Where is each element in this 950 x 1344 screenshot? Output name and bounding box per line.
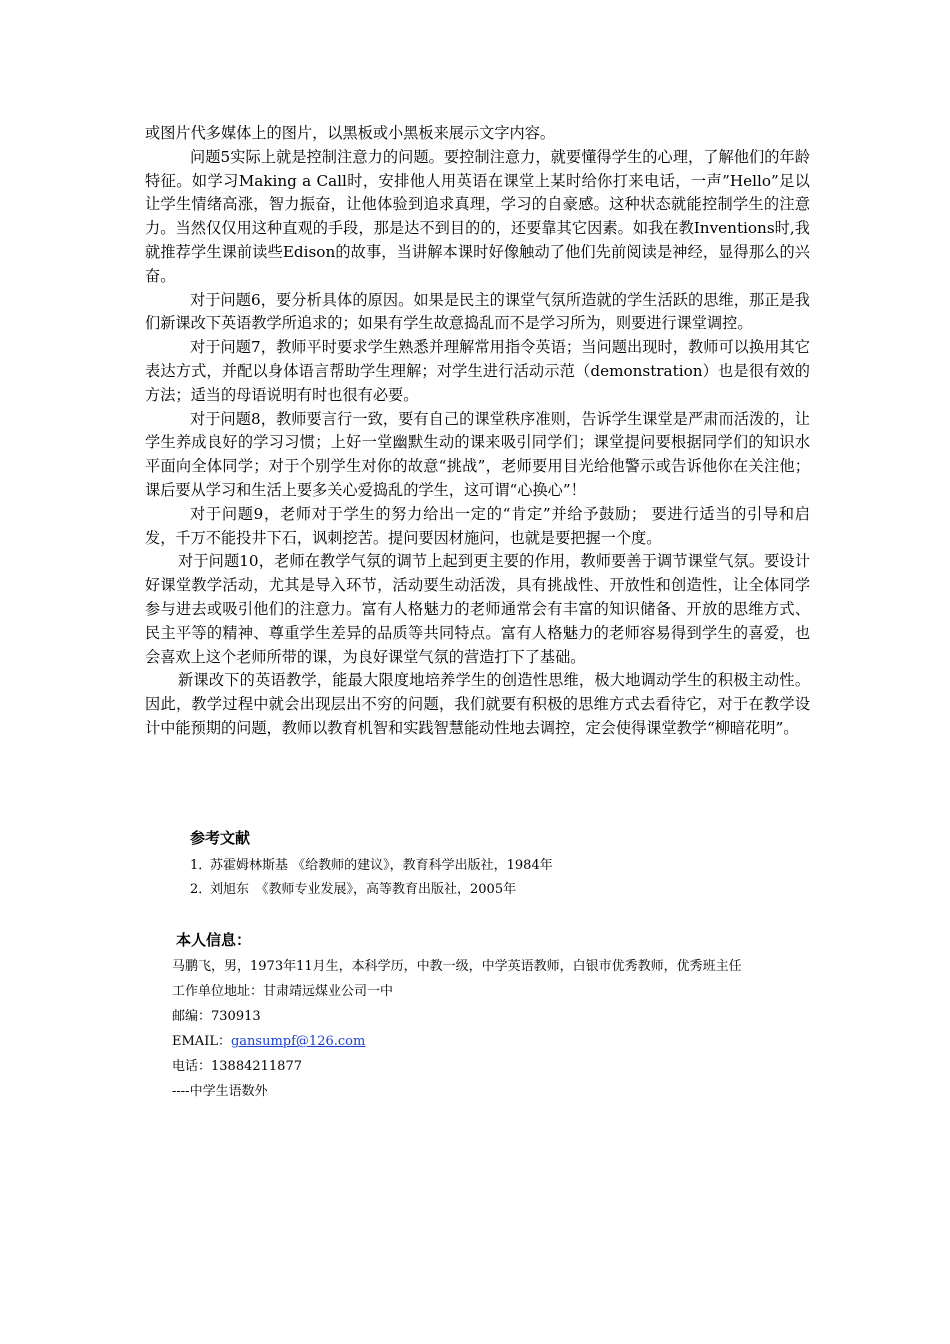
author-profile: 马鹏飞，男，1973年11月生，本科学历，中教一级，中学英语教师，白银市优秀教师，优秀班主任 (172, 959, 742, 974)
author-info-section (172, 928, 812, 1104)
paragraph-question-8: 对于问题8，教师要言行一致，要有自己的课堂秩序准则，告诉学生课堂是严肃而活泼的，让学生养成良好的学习习惯；上好一堂幽默生动的课来吸引同学们；课堂提问要根据同学们的知识水平面向全体同学；对于个别学生对你的故意“挑战”，老师要用目光给他警示或告诉他你在关注他；课后要从学习和生活上要多关心爱捣乱的学生，这可谓“心换心”！ (145, 409, 810, 499)
references-section (190, 826, 810, 902)
author-postcode: 邮编：730913 (172, 1009, 261, 1024)
paragraph-question-7: 对于问题7，教师平时要求学生熟悉并理解常用指令英语；当问题出现时，教师可以换用其它表达方式，并配以身体语言帮助学生理解；对学生进行活动示范（demonstration）也是很有效的方法；适当的母语说明有时也很有必要。 (145, 338, 810, 404)
reference-item (190, 878, 810, 902)
paragraph-question-10: 对于问题10，老师在教学气氛的调节上起到更主要的作用，教师要善于调节课堂气氛。要设计好课堂教学活动，尤其是导入环节，活动要生动活泼，具有挑战性、开放性和创造性，让全体同学参与进去或吸引他们的注意力。富有人格魅力的老师通常会有丰富的知识储备、开放的思维方式、民主平等的精神、尊重学生差异的品质等共同特点。富有人格魅力的老师容易得到学生的喜爱，也会喜欢上这个老师所带的课，为良好课堂气氛的营造打下了基础。 (145, 552, 810, 666)
paragraph-conclusion: 新课改下的英语教学，能最大限度地培养学生的创造性思维，极大地调动学生的积极主动性。因此，教学过程中就会出现层出不穷的问题，我们就要有积极的思维方式去看待它，对于在教学设计中能预期的问题，教师以教育机智和实践智慧能动性地去调控，定会使得课堂教学“柳暗花明”。 (145, 671, 810, 737)
paragraph-question-6: 对于问题6，要分析具体的原因。如果是民主的课堂气氛所造就的学生活跃的思维，那正是我们新课改下英语教学所追求的；如果有学生故意捣乱而不是学习所为，则要进行课堂调控。 (145, 290, 810, 333)
author-phone: 电话：13884211877 (172, 1059, 302, 1074)
reference-text: 刘旭东 《教师专业发展》，高等教育出版社，2005年 (210, 882, 517, 897)
author-info-title: 本人信息： (176, 931, 252, 949)
email-label: EMAIL： (172, 1034, 231, 1049)
paragraph-question-5: 问题5实际上就是控制注意力的问题。要控制注意力，就要懂得学生的心理，了解他们的年龄特征。如学习Making a Call时，安排他人用英语在课堂上某时给你打来电话，一声”Hello”足以让学生情绪高涨，智力振奋，让他体验到追求真理，学习的自豪感。这种状态就能控制学生的注意力。当然仅仅用这种直观的手段，那是达不到目的的，还要靠其它因素。如我在教Inventions时,我就推荐学生课前读些Edison的故事，当讲解本课时好像触动了他们先前阅读是神经，显得那么的兴奋。 (145, 147, 810, 285)
author-email-line (172, 1029, 812, 1054)
references-title: 参考文献 (190, 829, 251, 847)
reference-text: 苏霍姆林斯基 《给教师的建议》，教育科学出版社，1984年 (210, 858, 553, 873)
email-link[interactable]: gansumpf@126.com (230, 1034, 366, 1049)
reference-number: 2． (190, 882, 212, 897)
paragraph-question-9: 对于问题9，老师对于学生的努力给出一定的“肯定”并给予鼓励； 要进行适当的引导和启发，千万不能投井下石，讽刺挖苦。提问要因材施问，也就是要把握一个度。 (145, 504, 810, 547)
article-body (145, 122, 810, 741)
reference-number: 1． (190, 858, 212, 873)
reference-item (190, 854, 810, 878)
article-source: ----中学生语数外 (172, 1084, 268, 1099)
paragraph-continuation: 或图片代多媒体上的图片，以黑板或小黑板来展示文字内容。 (145, 124, 556, 142)
author-address: 工作单位地址：甘肃靖远煤业公司一中 (172, 984, 394, 999)
